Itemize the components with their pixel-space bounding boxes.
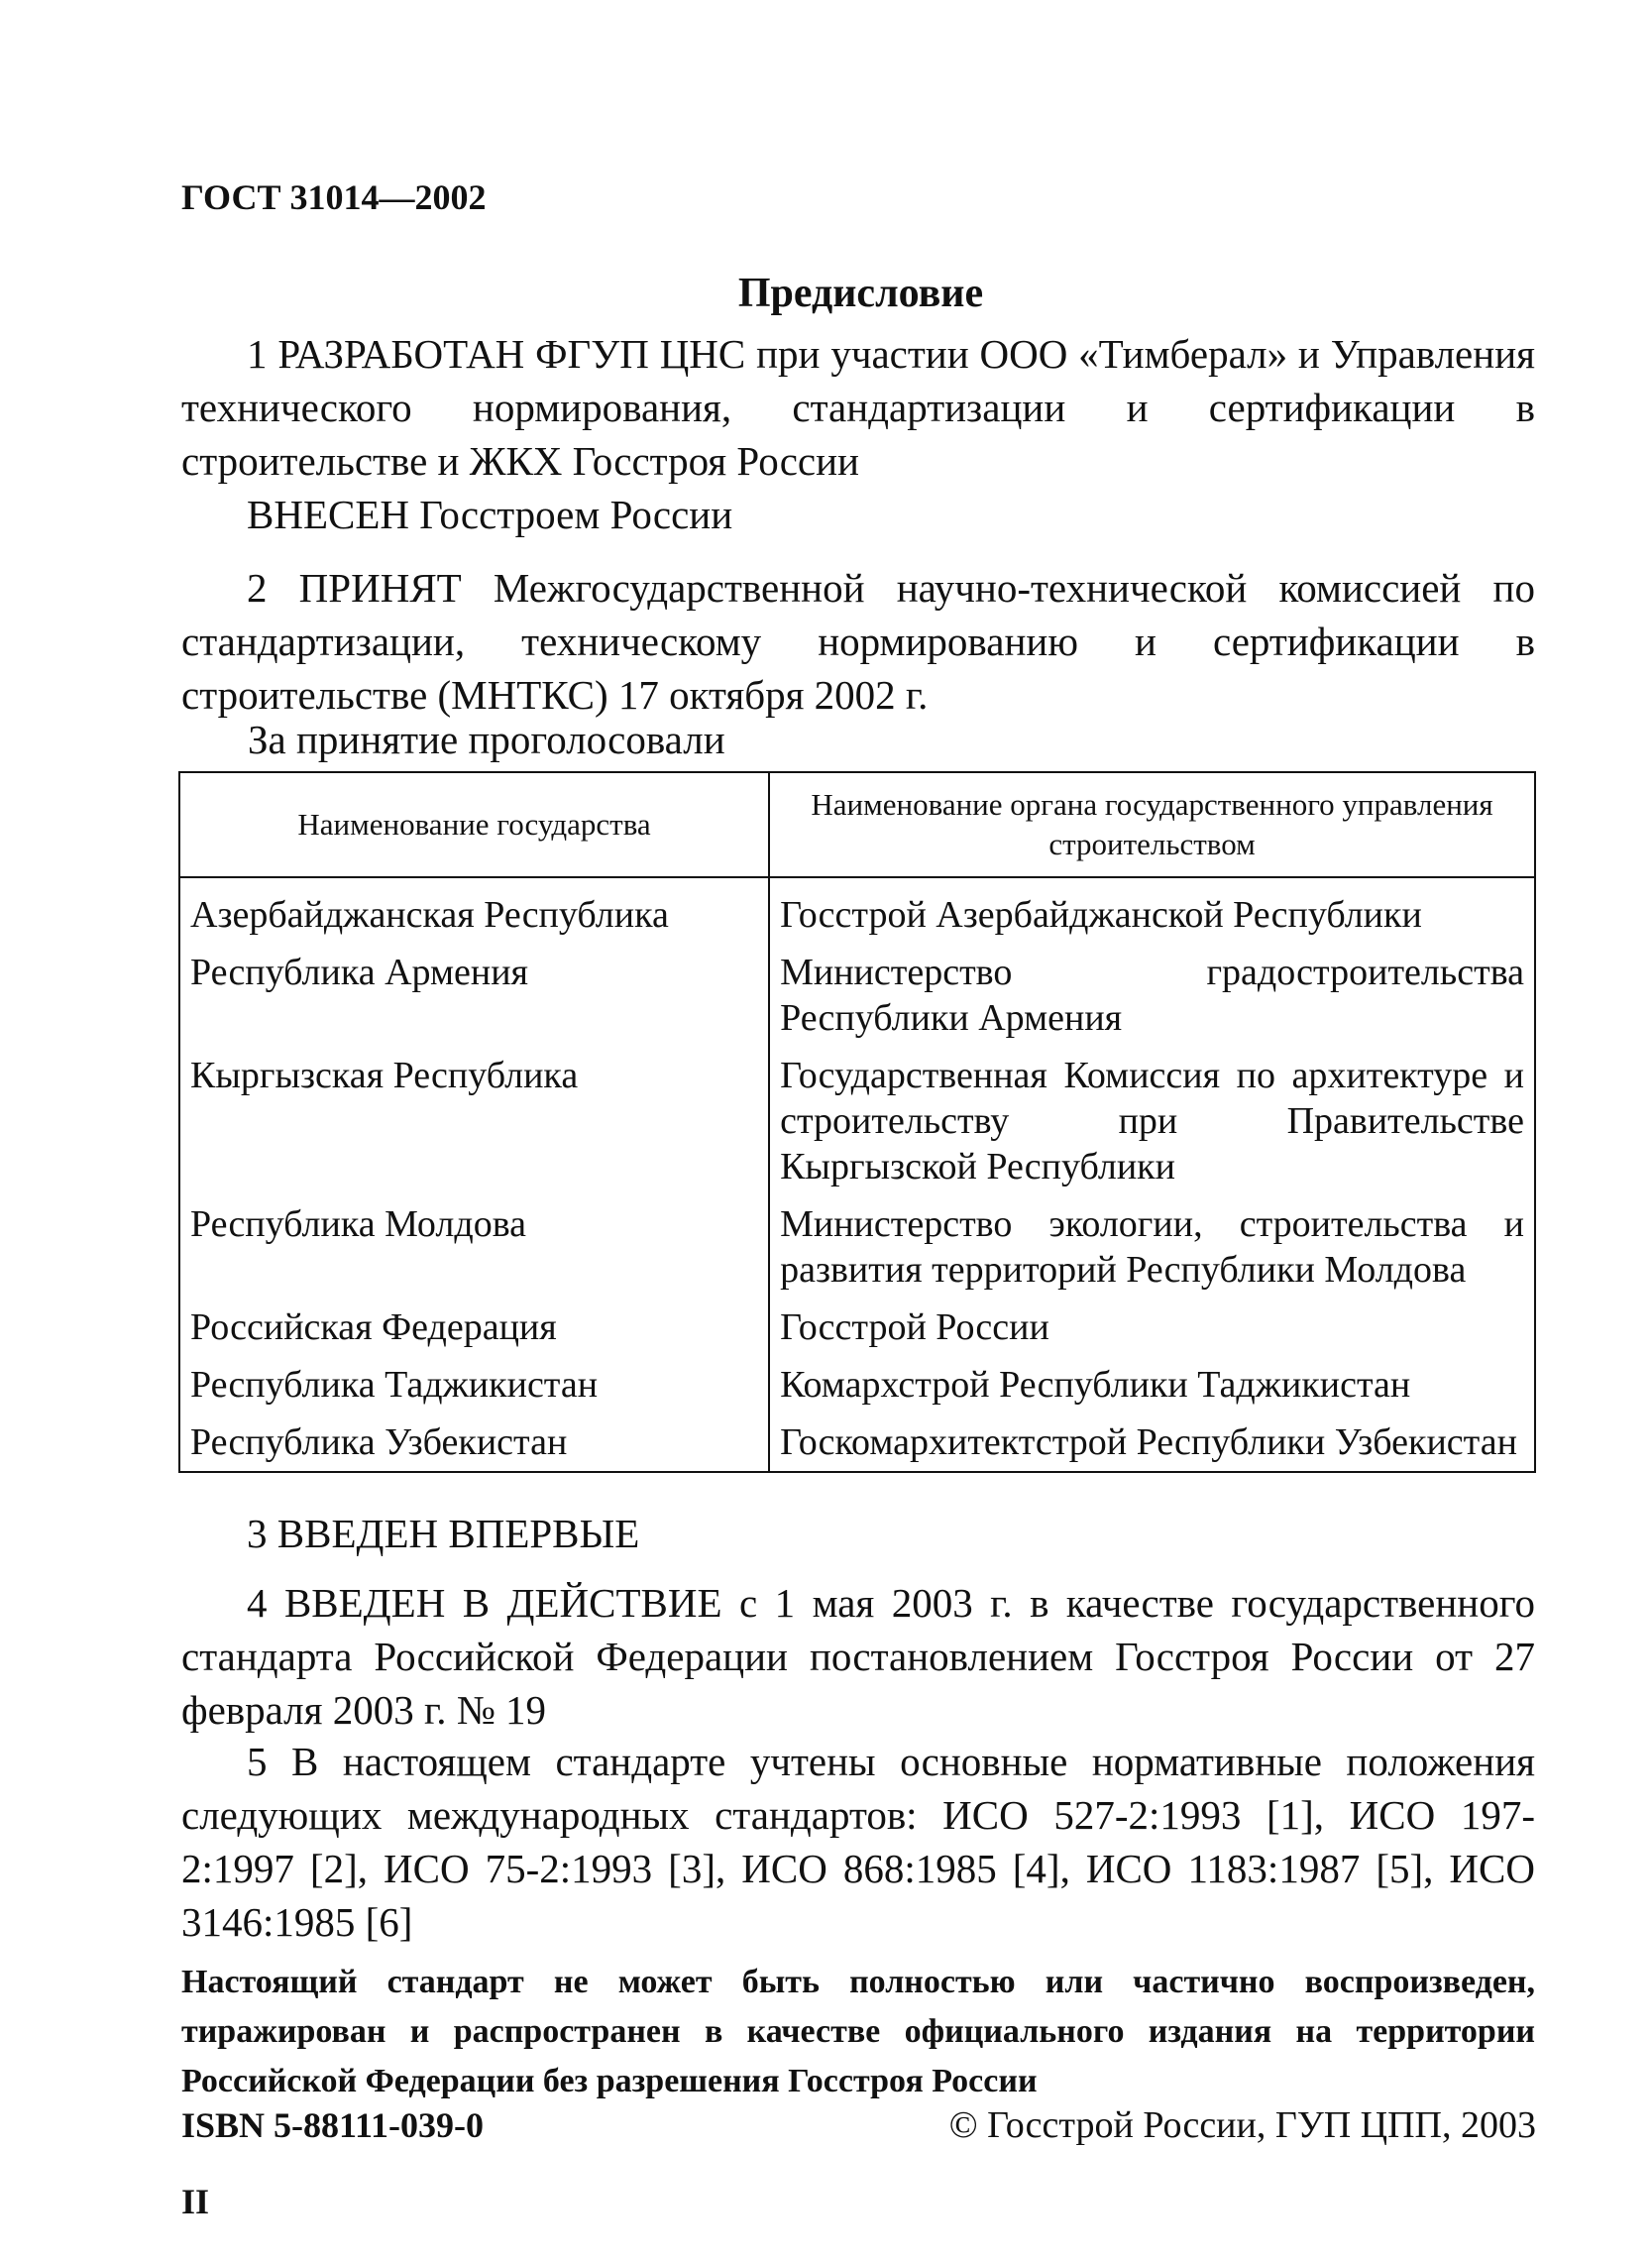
authority-cell: Государственная Комиссия по архитектуре и строительству при Правительстве Кыргызской Республики <box>769 1053 1535 1201</box>
authority-cell: Госстрой России <box>769 1304 1535 1362</box>
copyright: © Госстрой России, ГУП ЦПП, 2003 <box>948 2104 1536 2146</box>
paragraph-3-text: 3 ВВЕДЕН ВПЕРВЫЕ <box>247 1511 640 1556</box>
paragraph-1 <box>181 327 1535 488</box>
paragraph-introduced-text: ВНЕСЕН Госстроем России <box>247 492 733 537</box>
isbn: ISBN 5-88111-039-0 <box>181 2105 485 2145</box>
paragraph-4-text: 4 ВВЕДЕН В ДЕЙСТВИЕ с 1 мая 2003 г. в качестве государственного стандарта Российской Федерации постановлением Госстроя России от 27 февраля 2003 г. № 19 <box>181 1580 1535 1733</box>
column-header-authority: Наименование органа государственного управления строительством <box>769 772 1535 877</box>
table-row <box>179 1201 1535 1304</box>
column-header-state: Наименование государства <box>179 772 769 877</box>
paragraph-2 <box>181 561 1535 722</box>
authority-cell: Госстрой Азербайджанской Республики <box>769 877 1535 950</box>
section-title: Предисловие <box>737 271 984 316</box>
paragraph-5 <box>181 1735 1535 1949</box>
table-row <box>179 1053 1535 1201</box>
state-cell: Республика Таджикистан <box>179 1362 769 1419</box>
table-row <box>179 1304 1535 1362</box>
document-code: ГОСТ 31014—2002 <box>181 177 487 217</box>
voting-table <box>178 771 1536 1473</box>
reproduction-notice: Настоящий стандарт не может быть полностью или частично воспроизведен, тиражирован и распространен в качестве официального издания на территории Российской Федерации без разрешения Госстроя России <box>181 1964 1535 2099</box>
paragraph-introduced <box>181 488 1535 541</box>
table-header-row <box>179 772 1535 877</box>
authority-cell: Министерство экологии, строительства и развития территорий Республики Молдова <box>769 1201 1535 1304</box>
authority-cell: Комархстрой Республики Таджикистан <box>769 1362 1535 1419</box>
state-cell: Кыргызская Республика <box>179 1053 769 1201</box>
authority-cell: Госкомархитектстрой Республики Узбекистан <box>769 1419 1535 1472</box>
state-cell: Азербайджанская Республика <box>179 877 769 950</box>
table-row <box>179 1362 1535 1419</box>
paragraph-1-text: 1 РАЗРАБОТАН ФГУП ЦНС при участии ООО «Тимберал» и Управления технического нормирования, стандартизации и сертификации в строительстве и ЖКХ Госстроя России <box>181 331 1535 484</box>
table-row <box>179 877 1535 950</box>
paragraph-5-text: 5 В настоящем стандарте учтены основные нормативные положения следующих международных стандартов: ИСО 527-2:1993 [1], ИСО 197-2:1997 [2], ИСО 75-2:1993 [3], ИСО 868:1985 [4], ИСО 1183:1987 [5], ИСО 3146:1985 [6] <box>181 1739 1535 1945</box>
state-cell: Республика Молдова <box>179 1201 769 1304</box>
table-caption: За принятие проголосовали <box>248 717 725 762</box>
table-row <box>179 1419 1535 1472</box>
state-cell: Республика Узбекистан <box>179 1419 769 1472</box>
authority-cell: Министерство градостроительства Республики Армения <box>769 950 1535 1053</box>
state-cell: Республика Армения <box>179 950 769 1053</box>
table-row <box>179 950 1535 1053</box>
paragraph-3 <box>181 1507 1535 1560</box>
state-cell: Российская Федерация <box>179 1304 769 1362</box>
paragraph-2-text: 2 ПРИНЯТ Межгосударственной научно-технической комиссией по стандартизации, техническому нормированию и сертификации в строительстве (МНТКС) 17 октября 2002 г. <box>181 565 1535 718</box>
page-number: II <box>181 2182 210 2221</box>
paragraph-4 <box>181 1576 1535 1737</box>
